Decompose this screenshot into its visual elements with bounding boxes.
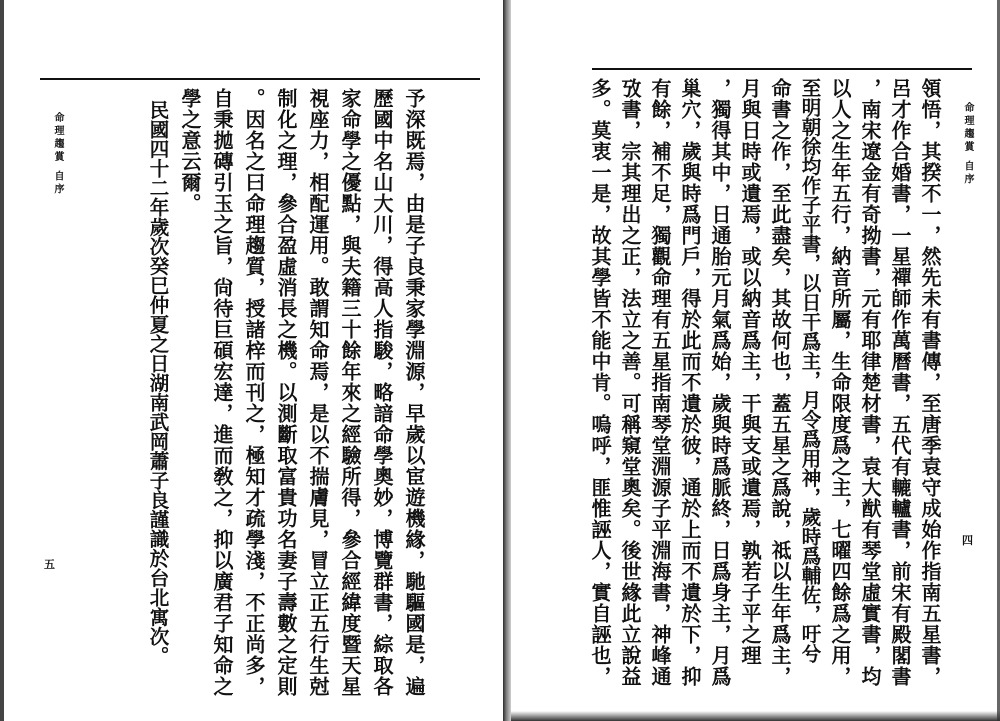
left-column-3: 家命學之優點，與夫籍三十餘年來之經驗所得，參合經緯度暨天星 — [338, 88, 362, 697]
right-column-7: 月與日時或遺焉，或以納音爲主，干與支或遺焉，孰若子平之理 — [738, 78, 762, 666]
left-running-header: 命理趨賞 自序 — [52, 112, 63, 197]
right-column-5: 至明朝徐均作子平書，以日干爲主，月令爲用神，歲時爲輔佐，吁兮 — [798, 78, 822, 663]
right-column-3: ，南宋遼金有奇拗書，元有耶律楚材書，袁大猷有琴堂虛實書，均 — [858, 78, 882, 687]
right-column-11: 攷書，宗其理出之正，法立之善。可稱窺堂奧矣。後世緣此立說益 — [618, 78, 642, 687]
bottom-shadow — [511, 711, 1000, 721]
left-column-6: 。因名之曰命理趨質，授諸梓而刊之，極知才疏學淺，不正尚多， — [242, 88, 266, 697]
right-column-8: ，獨得其中，日通胎元月氣爲始，歲與時爲脈終，日爲身主，月爲 — [708, 78, 732, 687]
left-column-1: 予深既焉，由是子良秉家學淵源，早歲以宦遊機緣，馳驅國是，遍 — [402, 88, 426, 697]
left-edge-shadow — [0, 0, 4, 721]
left-column-7: 自秉拋磚引玉之旨，尙待巨碩宏達，進而敎之，抑以廣君子知命之 — [210, 88, 234, 697]
right-running-header: 命理趨賞 自序 — [962, 102, 973, 187]
right-header-rule — [592, 68, 972, 70]
left-header-rule — [40, 78, 480, 80]
left-column-5: 制化之理，參合盈虛消長之機。以測斷取富貴功名妻子壽數之定則 — [274, 88, 298, 697]
right-column-1: 領悟，其揆不一，然先未有書傳，至唐季袁守成始作指南五星書， — [918, 78, 942, 687]
right-page-number: 四 — [962, 534, 973, 547]
book-gutter — [503, 0, 511, 721]
right-column-10: 有餘，補不足，獨觀命理有五星指南琴堂淵源子平淵海書，神峰通 — [648, 78, 672, 687]
left-column-8: 學之意云爾。 — [178, 88, 202, 214]
left-column-2: 歷國中名山大川，得高人指駿，略諳命學奧妙，博覽群書，綜取各 — [370, 88, 394, 697]
right-column-4: 以人之生年五行，納音所屬，生命限度爲之主，七曜四餘爲之用， — [828, 78, 852, 687]
right-column-9: 巢穴，歲與時爲門戶，得於此而不遺於彼，通於上而不遺於下，抑 — [678, 78, 702, 687]
right-column-2: 呂才作合婚書，一星禪師作萬曆書，五代有轆轤書，前宋有殿閣書 — [888, 78, 912, 687]
left-column-4: 視座力，相配運用。敢謂知命焉，是以不揣膚見，冒立正五行生尅 — [306, 88, 330, 697]
left-page-number: 五 — [44, 558, 55, 571]
left-column-date: 民國四十二年歲次癸巳仲夏之日湖南武岡蕭子良謹識於台北寓次。 — [146, 100, 170, 666]
right-column-12: 多。莫衷一是，故其學皆不能中肯。嗚呼，匪惟誣人，實自誣也， — [588, 78, 612, 687]
right-column-6: 命書之作，至此盡矣，其故何也，蓋五星之爲說，祗以生年爲主， — [768, 78, 792, 687]
